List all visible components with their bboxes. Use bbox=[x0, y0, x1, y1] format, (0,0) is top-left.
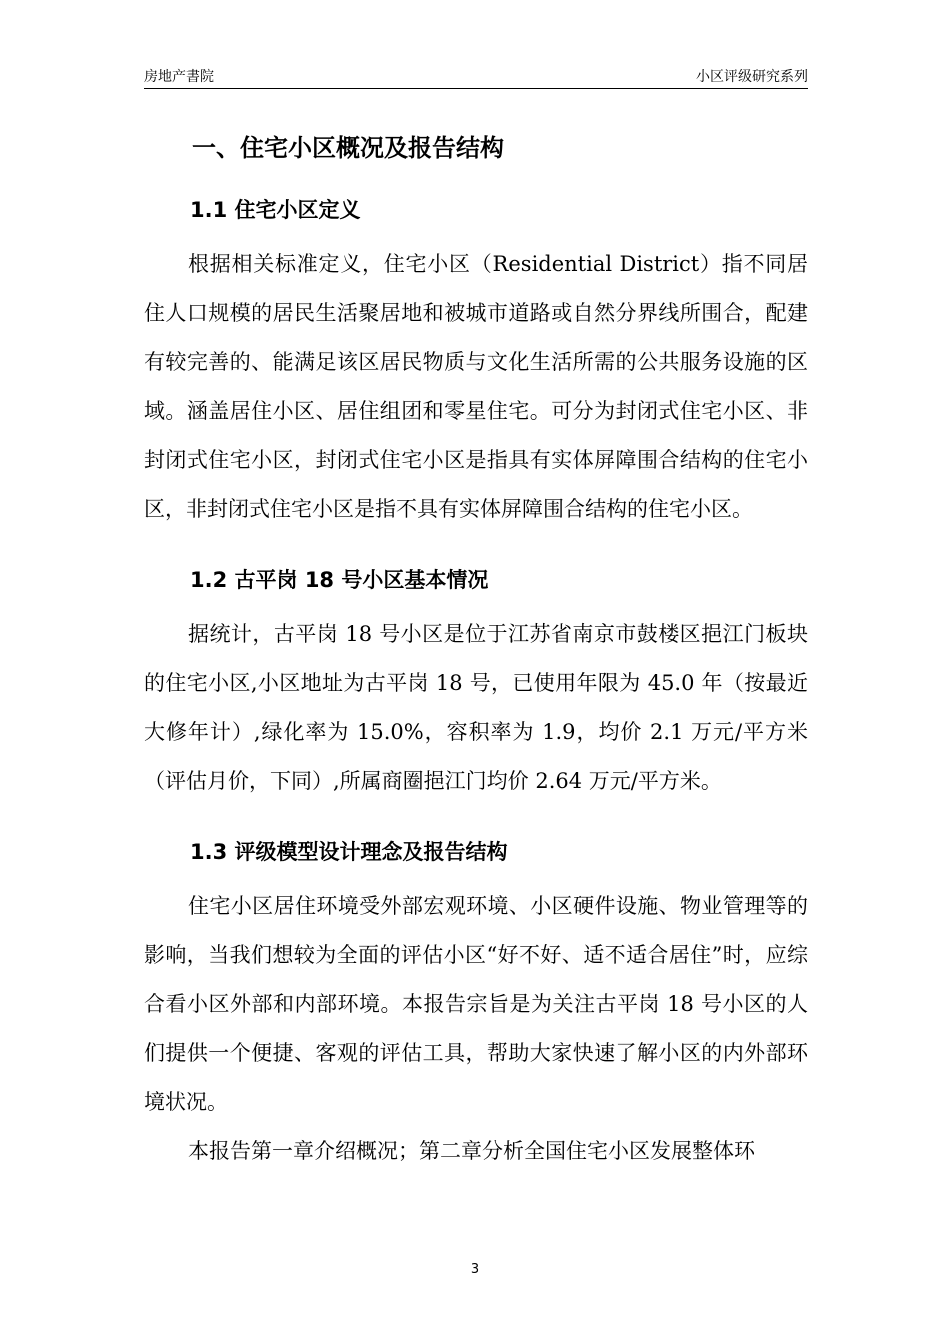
section-1-2-paragraph: 据统计，古平岗 18 号小区是位于江苏省南京市鼓楼区挹江门板块的住宅小区,小区地址为古平岗 18 号，已使用年限为 45.0 年（按最近大修年计）,绿化率为 15.0%，容积率为 1.9，均价 2.1 万元/平方米（评估月价，下同）,所属商圈挹江门均价 2.64 万元/平方米。 bbox=[144, 622, 808, 793]
section-1-1-paragraph: 根据相关标准定义，住宅小区（Residential District）指不同居住人口规模的居民生活聚居地和被城市道路或自然分界线所围合，配建有较完善的、能满足该区居民物质与文化生活所需的公共服务设施的区域。涵盖居住小区、居住组团和零星住宅。可分为封闭式住宅小区、非封闭式住宅小区，封闭式住宅小区是指具有实体屏障围合结构的住宅小区，非封闭式住宅小区是指不具有实体屏障围合结构的住宅小区。 bbox=[144, 252, 808, 521]
section-title-1-1: 1.1 住宅小区定义 bbox=[190, 198, 361, 222]
section-title-1-3: 1.3 评级模型设计理念及报告结构 bbox=[190, 840, 508, 864]
section-1-3-paragraph-2: 本报告第一章介绍概况；第二章分析全国住宅小区发展整体环 bbox=[188, 1139, 755, 1163]
chapter-title: 一、住宅小区概况及报告结构 bbox=[192, 134, 504, 162]
page-header bbox=[144, 62, 808, 89]
page-number: 3 bbox=[470, 1262, 480, 1277]
section-title-1-2: 1.2 古平岗 18 号小区基本情况 bbox=[190, 568, 489, 592]
header-series-title: 小区评级研究系列 bbox=[696, 69, 808, 85]
page-body bbox=[144, 112, 808, 1176]
section-1-3-paragraph-1: 住宅小区居住环境受外部宏观环境、小区硬件设施、物业管理等的影响，当我们想较为全面的评估小区“好不好、适不适合居住”时，应综合看小区外部和内部环境。本报告宗旨是为关注古平岗 18 号小区的人们提供一个便捷、客观的评估工具，帮助大家快速了解小区的内外部环境状况。 bbox=[144, 894, 808, 1114]
header-publisher: 房地产書院 bbox=[144, 69, 214, 85]
